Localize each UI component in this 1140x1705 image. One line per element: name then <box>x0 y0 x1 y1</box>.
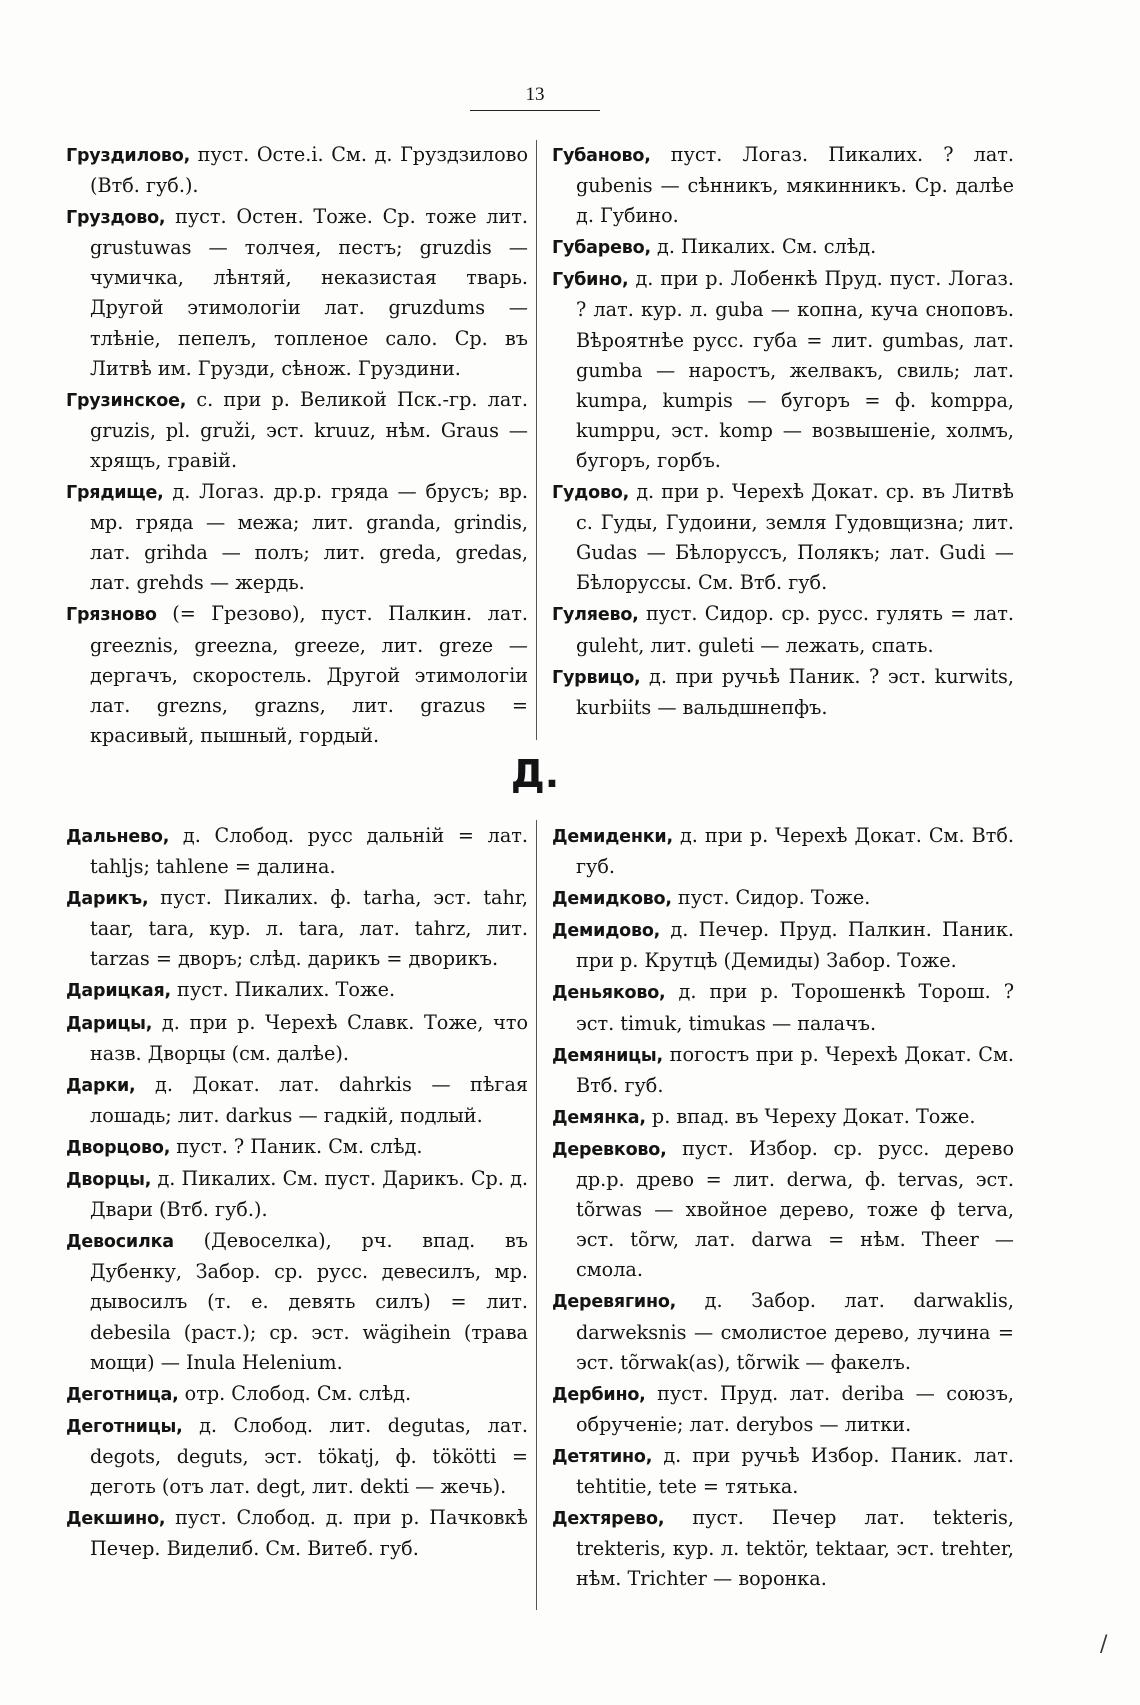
entry-headword: Демиденки, <box>552 827 673 847</box>
dictionary-entry <box>552 883 1014 914</box>
dictionary-entry <box>552 1040 1014 1101</box>
entry-headword: Груздово, <box>66 208 166 229</box>
entry-headword: Демидово, <box>552 921 661 942</box>
entry-headword: Гуляево, <box>552 605 639 626</box>
section-letter-heading: Д. <box>510 752 560 796</box>
entry-definition: пуст. Пруд. лат. deriba — союзъ, обрученіе; лат. derybos — литки. <box>576 1381 1014 1436</box>
dictionary-entry <box>552 1286 1014 1377</box>
entry-definition: д. Пикалих. См. слѣд. <box>650 235 877 259</box>
entry-definition: (= Грезово), пуст. Палкин. лат. greeznis, greezna, greeze, лит. greze — дергачъ, скоростель. Другой этимологіи лат. grezns, grazns, лит. grazus = красивый, пышный, гордый. <box>90 602 528 747</box>
dictionary-entry <box>552 821 1014 882</box>
dictionary-entry <box>552 264 1014 476</box>
page-number: 13 <box>525 84 545 105</box>
dictionary-entry <box>66 477 528 598</box>
entry-definition: д. при р. Черехѣ Докат. См. Втб. губ. <box>576 824 1014 879</box>
entry-headword: Девосилка <box>66 1232 174 1253</box>
dictionary-entry <box>66 599 528 750</box>
entry-headword: Деготницы, <box>66 1416 183 1437</box>
entry-definition: отр. Слобод. См. слѣд. <box>178 1381 412 1405</box>
page-number-rule <box>470 110 600 111</box>
entry-headword: Дехтярево, <box>552 1509 665 1530</box>
entry-headword: Дарки, <box>66 1075 136 1096</box>
entry-definition: (Девоселка), рч. впад. въ Дубенку, Забор. ср. русс. девесилъ, мр. дывосилъ (т. е. девять силъ) = лит. debesila (раст.); ср. эст. wägihein (трава мощи) — Inula Helenium. <box>90 1229 528 1374</box>
dictionary-entry <box>552 1441 1014 1502</box>
entry-definition: пуст. Осте.i. См. д. Груздзилово (Втб. губ.). <box>90 143 528 198</box>
entry-headword: Губаново, <box>552 146 651 166</box>
entry-headword: Дворцы, <box>66 1170 152 1191</box>
entry-definition: д. при р. Черехѣ Славк. Тоже, что назв. Дворцы (см. далѣе). <box>90 1010 528 1065</box>
entry-definition: с. при р. Великой Пск.-гр. лат. gruzis, pl. gruži, эст. kruuz, нѣм. Graus — хрящъ, гравій. <box>90 387 528 472</box>
entry-headword: Дальнево, <box>66 827 170 847</box>
dictionary-entry <box>66 883 528 974</box>
column-divider-bottom <box>536 820 537 1610</box>
entry-headword: Деревково, <box>552 1139 667 1160</box>
entry-definition: д. при ручьѣ Паник. ? эст. kurwits, kurbiits — вальдшнепфъ. <box>576 664 1014 719</box>
entry-definition: д. Слобод. русс дальній = лат. tahljs; tahlene = далина. <box>90 824 528 879</box>
dictionary-entry <box>552 1134 1014 1285</box>
entry-definition: д. Слобод. лит. degutas, лат. degots, deguts, эст. tökatj, ф. tökötti = деготь (отъ лат. degt, лит. dekti — жечь). <box>90 1413 528 1498</box>
entry-definition: пуст. Пикалих. ф. tarha, эст. tahr, taar, tara, кур. л. tara, лат. tahrz, лит. tarzas = дворъ; слѣд. дарикъ = дворикъ. <box>90 886 528 971</box>
entry-headword: Демяницы, <box>552 1045 663 1066</box>
entry-headword: Декшино, <box>66 1509 166 1530</box>
entry-headword: Губарево, <box>552 238 651 259</box>
entry-headword: Губино, <box>552 270 629 291</box>
entry-definition: д. Печер. Пруд. Палкин. Паник. при р. Крутцѣ (Демиды) Забор. Тоже. <box>576 918 1014 973</box>
entry-definition: пуст. Сидор. Тоже. <box>671 886 871 910</box>
entry-definition: пуст. Слобод. д. при р. Пачковкѣ Печер. Виделиб. См. Витеб. губ. <box>90 1506 528 1561</box>
dictionary-entry <box>552 140 1014 231</box>
entry-headword: Грузинское, <box>66 390 187 411</box>
entry-definition: пуст. Избор. ср. русс. дерево др.р. древо = лит. derwa, ф. tervas, эст. tõrwas — хвойное дерево, тоже ф terva, эст. tõrw, лат. darwa = нѣм. Theer — смола. <box>576 1136 1014 1282</box>
entry-definition: пуст. ? Паник. См. слѣд. <box>170 1134 423 1158</box>
dictionary-entry <box>66 140 528 201</box>
entry-definition: д. Докат. лат. dahrkis — пѣгая лошадь; лит. darkus — гадкій, подлый. <box>90 1072 528 1127</box>
entry-headword: Дарикъ, <box>66 889 149 910</box>
entry-definition: пуст. Остен. Тоже. Ср. тоже лит. grustuwas — толчея, пестъ; gruzdis — чумичка, лѣнтяй, неказистая тварь. Другой этимологіи лат. gruzdums — тлѣніе, пепелъ, топленое сало. Ср. въ Литвѣ им. Грузди, сѣнож. Груздини. <box>90 205 528 380</box>
entry-headword: Грязново <box>66 605 157 626</box>
column-divider-top <box>536 140 537 740</box>
dictionary-entry <box>552 662 1014 723</box>
entry-definition: д. при р. Торошенкѣ Торош. ? эст. timuk, timukas — палачъ. <box>576 980 1014 1035</box>
entry-headword: Детятино, <box>552 1446 653 1467</box>
dictionary-entry <box>66 1411 528 1502</box>
entry-definition: д. при р. Черехѣ Докат. ср. въ Литвѣ с. Гуды, Гудоини, земля Гудовщизна; лит. Gudas — Бѣлоруссъ, Полякъ; лат. Gudi — Бѣлоруссы. См. Втб. губ. <box>576 480 1014 595</box>
entry-headword: Демянка, <box>552 1107 646 1128</box>
entry-headword: Груздилово, <box>66 146 191 166</box>
dictionary-entry <box>552 599 1014 660</box>
entry-headword: Дербино, <box>552 1384 646 1405</box>
corner-mark: / <box>1100 1632 1108 1657</box>
entry-definition: д. Логаз. др.р. гряда — брусъ; вр. мр. гряда — межа; лит. granda, grindis, лат. grihda — полъ; лит. greda, gredas, лат. grehds — жердь. <box>90 480 528 595</box>
dictionary-entry <box>66 1070 528 1131</box>
dictionary-entry <box>66 1132 528 1163</box>
entry-definition: пуст. Логаз. Пикалих. ? лат. gubenis — сѣнникъ, мякинникъ. Ср. далѣе д. Губино. <box>576 143 1014 228</box>
dictionary-entry <box>552 1379 1014 1440</box>
dictionary-entry <box>552 915 1014 976</box>
dictionary-entry <box>552 977 1014 1038</box>
entry-definition: пуст. Пикалих. Тоже. <box>170 978 396 1002</box>
column-bottom-right <box>552 821 1014 1595</box>
entry-headword: Дарицы, <box>66 1013 153 1034</box>
entry-headword: Дарицкая, <box>66 981 171 1002</box>
dictionary-entry <box>66 1226 528 1377</box>
entry-definition: д. при р. Лобенкѣ Пруд. пуст. Логаз. ? лат. кур. л. guba — копна, куча сноповъ. Вѣроятнѣе русс. губа = лит. gumbas, лат. gumba — наростъ, желвакъ, свиль; лат. kumpa, kumpis — бугоръ = ф. komppa, kumppu, эст. komp — возвышеніе, холмъ, бугоръ, горбъ. <box>576 267 1014 472</box>
entry-headword: Грядище, <box>66 483 164 504</box>
entry-headword: Деньяково, <box>552 983 666 1004</box>
entry-definition: д. Пикалих. См. пуст. Дарикъ. Ср. д. Двари (Втб. губ.). <box>90 1167 528 1222</box>
entry-headword: Дворцово, <box>66 1137 171 1158</box>
dictionary-entry <box>552 232 1014 263</box>
dictionary-entry <box>66 1379 528 1410</box>
dictionary-entry <box>66 975 528 1006</box>
column-top-left <box>66 140 528 752</box>
entry-definition: р. впад. въ Череху Докат. Тоже. <box>645 1104 976 1128</box>
entry-headword: Демидково, <box>552 889 672 910</box>
entry-headword: Деревягино, <box>552 1292 677 1313</box>
dictionary-entry <box>66 1503 528 1564</box>
dictionary-entry <box>552 477 1014 598</box>
column-bottom-left <box>66 821 528 1565</box>
dictionary-entry <box>552 1503 1014 1594</box>
entry-headword: Деготница, <box>66 1384 179 1405</box>
entry-definition: погостъ при р. Черехѣ Докат. См. Втб. губ. <box>576 1042 1014 1097</box>
dictionary-entry <box>66 1164 528 1225</box>
entry-headword: Гурвицо, <box>552 667 641 688</box>
dictionary-entry <box>66 202 528 384</box>
entry-definition: пуст. Печер лат. tekteris, trekteris, кур. л. tektör, tektaar, эст. trehter, нѣм. Trichter — воронка. <box>576 1506 1014 1591</box>
entry-definition: пуст. Сидор. ср. русс. гулять = лат. guleht, лит. guleti — лежать, спать. <box>576 602 1014 657</box>
dictionary-entry <box>66 821 528 882</box>
entry-definition: д. Забор. лат. darwaklis, darweksnis — смолистое дерево, лучина = эст. tõrwak(as), tõrwik — факелъ. <box>576 1289 1014 1374</box>
entry-headword: Гудово, <box>552 483 630 504</box>
entry-definition: д. при ручьѣ Избор. Паник. лат. tehtitie, tete = тятька. <box>576 1443 1014 1498</box>
column-top-right <box>552 140 1014 724</box>
dictionary-entry <box>66 385 528 476</box>
dictionary-entry <box>66 1008 528 1069</box>
dictionary-entry <box>552 1102 1014 1133</box>
